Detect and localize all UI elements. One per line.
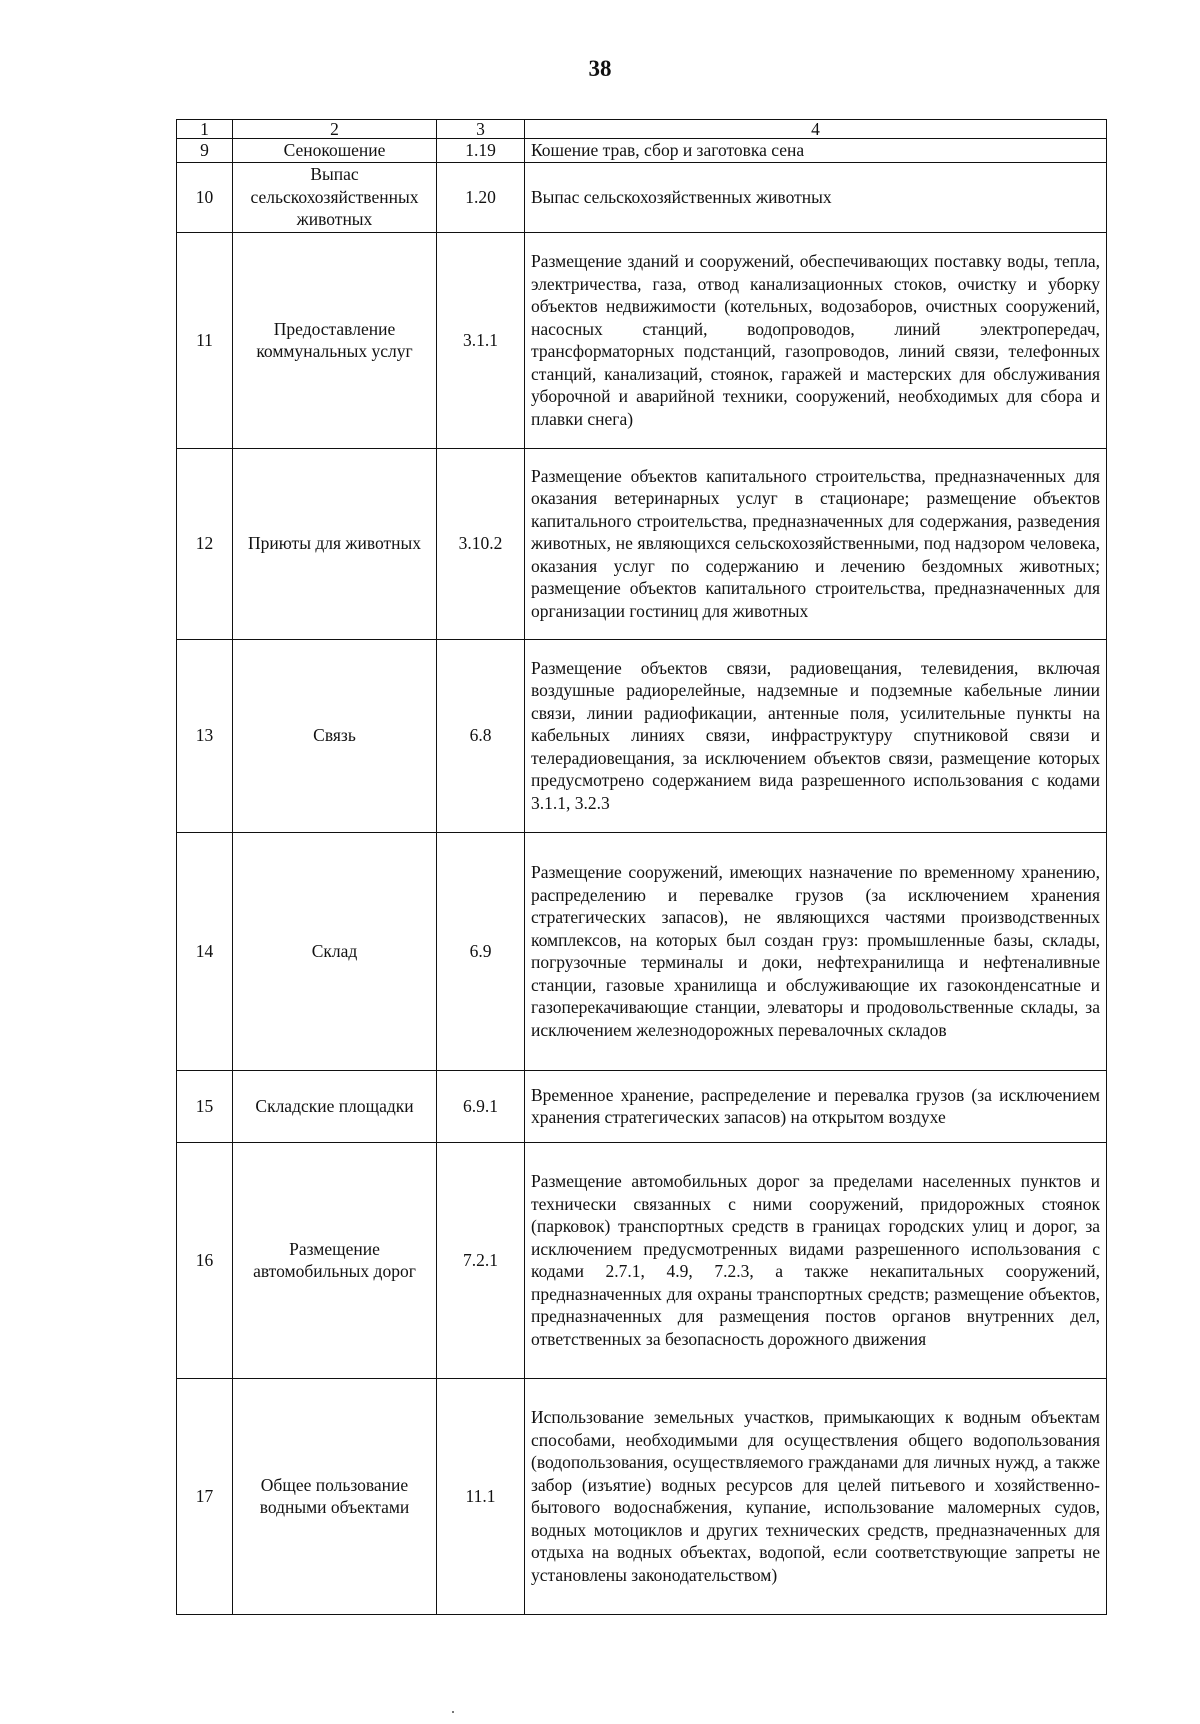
land-use-description: Размещение объектов связи, радиовещания, телевидения, включая воздушные радиорелейные, надземные и подземные кабельные линии связи, линии радиофикации, антенные поля, усилительные пункты на кабельных линиях связи, инфраструктуру спутниковой связи и телерадиовещания, за исключением объектов связи, размещение которых предусмотрено содержанием вида разрешенного использования с кодами 3.1.1, 3.2.3	[525, 639, 1107, 832]
header-col-2: 2	[233, 120, 437, 139]
row-number: 14	[177, 832, 233, 1070]
row-number: 9	[177, 139, 233, 163]
row-number: 16	[177, 1142, 233, 1378]
land-use-code: 6.9.1	[437, 1070, 525, 1142]
land-use-code: 3.10.2	[437, 448, 525, 639]
row-number: 12	[177, 448, 233, 639]
land-use-name: Выпас сельскохозяйственных животных	[233, 162, 437, 232]
land-use-name: Склад	[233, 832, 437, 1070]
page-number: 38	[588, 56, 612, 81]
table-row	[177, 1070, 1107, 1142]
land-use-name: Складские площадки	[233, 1070, 437, 1142]
land-use-table	[176, 119, 1107, 1615]
table-row	[177, 832, 1107, 1070]
land-use-name: Предоставление коммунальных услуг	[233, 232, 437, 448]
table-row	[177, 139, 1107, 163]
land-use-description: Выпас сельскохозяйственных животных	[525, 162, 1107, 232]
land-use-description: Размещение автомобильных дорог за пределами населенных пунктов и технически связанных с ними сооружений, придорожных стоянок (парковок) транспортных средств в границах городских улиц и дорог, за исключением предусмотренных видами разрешенного использования с кодами 2.7.1, 4.9, 7.2.3, а также некапитальных сооружений, предназначенных для охраны транспортных средств; размещение объектов, предназначенных для размещения постов органов внутренних дел, ответственных за безопасность дорожного движения	[525, 1142, 1107, 1378]
scan-speck	[452, 1711, 454, 1713]
table-row	[177, 448, 1107, 639]
land-use-description: Временное хранение, распределение и перевалка грузов (за исключением хранения стратегических запасов) на открытом воздухе	[525, 1070, 1107, 1142]
land-use-name: Сенокошение	[233, 139, 437, 163]
table-row	[177, 1142, 1107, 1378]
row-number: 10	[177, 162, 233, 232]
row-number: 17	[177, 1378, 233, 1614]
land-use-code: 1.20	[437, 162, 525, 232]
land-use-description: Размещение объектов капитального строительства, предназначенных для оказания ветеринарных услуг в стационаре; размещение объектов капитального строительства, предназначенных для содержания, разведения животных, не являющихся сельскохозяйственными, под надзором человека, оказания услуг по содержанию и лечению бездомных животных; размещение объектов капитального строительства, предназначенных для организации гостиниц для животных	[525, 448, 1107, 639]
land-use-code: 6.8	[437, 639, 525, 832]
land-use-name: Общее пользование водными объектами	[233, 1378, 437, 1614]
land-use-name: Приюты для животных	[233, 448, 437, 639]
land-use-description: Размещение сооружений, имеющих назначение по временному хранению, распределению и перевалке грузов (за исключением хранения стратегических запасов), не являющихся частями производственных комплексов, на которых был создан груз: промышленные базы, склады, погрузочные терминалы и доки, нефтехранилища и нефтеналивные станции, газовые хранилища и обслуживающие их газоконденсатные и газоперекачивающие станции, элеваторы и продовольственные склады, за исключением железнодорожных перевалочных складов	[525, 832, 1107, 1070]
table-header-row	[177, 120, 1107, 139]
header-col-4: 4	[525, 120, 1107, 139]
land-use-description: Размещение зданий и сооружений, обеспечивающих поставку воды, тепла, электричества, газа, отвод канализационных стоков, очистку и уборку объектов недвижимости (котельных, водозаборов, очистных сооружений, насосных станций, водопроводов, линий электропередач, трансформаторных подстанций, газопроводов, линий связи, телефонных станций, канализаций, стоянок, гаражей и мастерских для обслуживания уборочной и аварийной техники, сооружений, необходимых для сбора и плавки снега)	[525, 232, 1107, 448]
row-number: 11	[177, 232, 233, 448]
table-row	[177, 639, 1107, 832]
header-col-3: 3	[437, 120, 525, 139]
land-use-description: Использование земельных участков, примыкающих к водным объектам способами, необходимыми для осуществления общего водопользования (водопользования, осуществляемого гражданами для личных нужд, а также забор (изъятие) водных ресурсов для целей питьевого и хозяйственно-бытового водоснабжения, купание, использование маломерных судов, водных мотоциклов и других технических средств, предназначенных для отдыха на водных объектах, водопой, если соответствующие запреты не установлены законодательством)	[525, 1378, 1107, 1614]
land-use-code: 6.9	[437, 832, 525, 1070]
row-number: 15	[177, 1070, 233, 1142]
land-use-code: 7.2.1	[437, 1142, 525, 1378]
table-row	[177, 232, 1107, 448]
header-col-1: 1	[177, 120, 233, 139]
land-use-description: Кошение трав, сбор и заготовка сена	[525, 139, 1107, 163]
land-use-name: Связь	[233, 639, 437, 832]
land-use-code: 3.1.1	[437, 232, 525, 448]
table-row	[177, 162, 1107, 232]
land-use-code: 1.19	[437, 139, 525, 163]
row-number: 13	[177, 639, 233, 832]
land-use-name: Размещение автомобильных дорог	[233, 1142, 437, 1378]
table-row	[177, 1378, 1107, 1614]
land-use-code: 11.1	[437, 1378, 525, 1614]
